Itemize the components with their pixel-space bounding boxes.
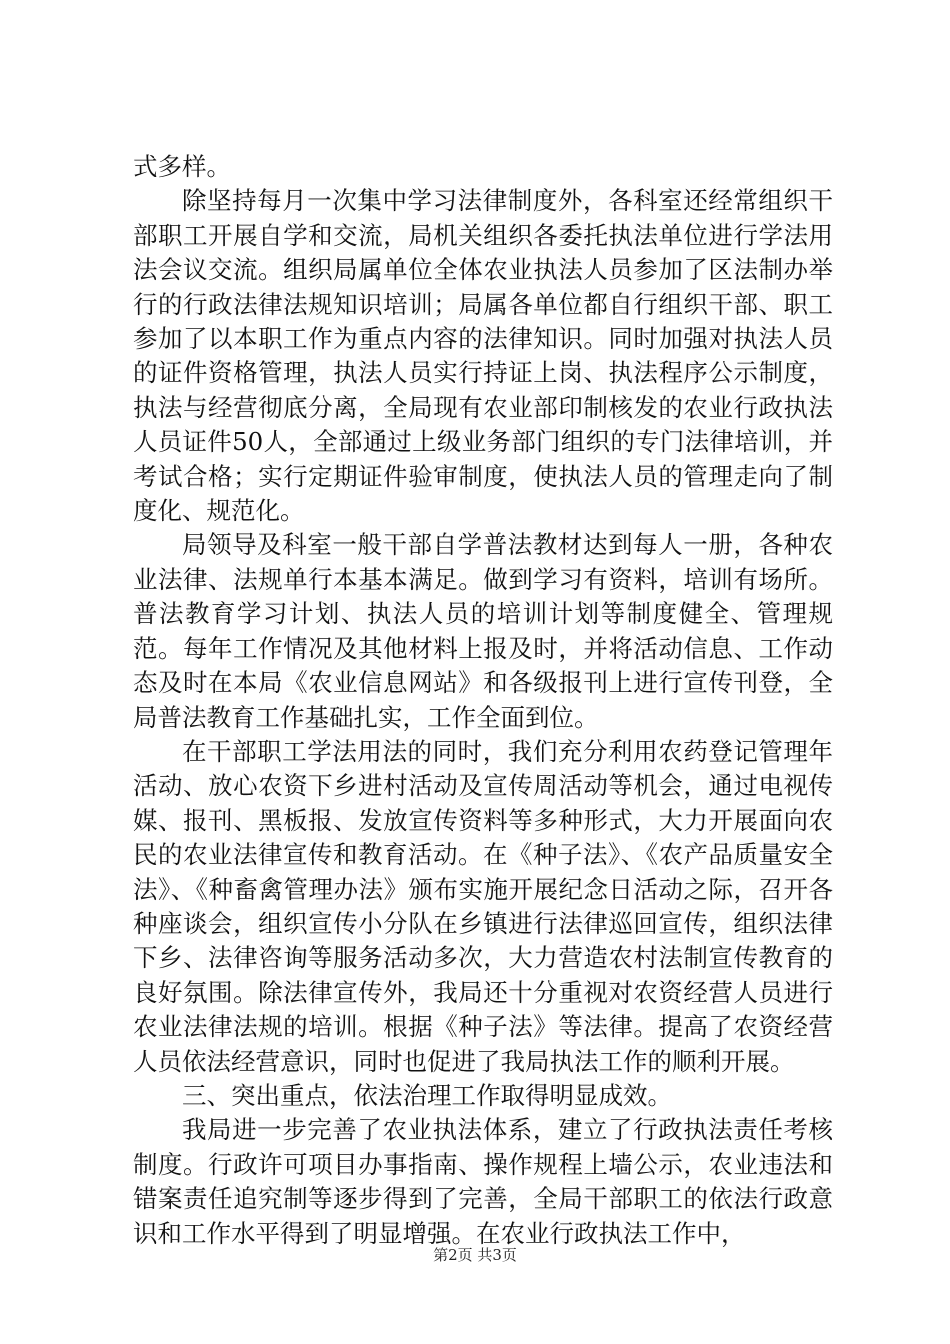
paragraph-publicity: 在干部职工学法用法的同时，我们充分利用农药登记管理年活动、放心农资下乡进村活动及宣传周活动等机会，通过电视传媒、报刊、黑板报、发放宣传资料等多种形式，大力开展面向农民的农业法律宣传和教育活动。在《种子法》、《农产品质量安全法》、《种畜禽管理办法》颁布实施开展纪念日活动之际，召开各种座谈会，组织宣传小分队在乡镇进行法律巡回宣传，组织法律下乡、法律咨询等服务活动多次，大力营造农村法制宣传教育的良好氛围。除法律宣传外，我局还十分重视对农资经营人员进行农业法律法规的培训。根据《种子法》等法律。提高了农资经营人员依法经营意识，同时也促进了我局执法工作的顺利开展。 (133, 736, 833, 1076)
section-heading-three: 三、突出重点，依法治理工作取得明显成效。 (182, 1080, 672, 1110)
page-number-footer: 第2页 共3页 (433, 1246, 517, 1264)
paragraph-enforcement-system: 我局进一步完善了农业执法体系，建立了行政执法责任考核制度。行政许可项目办事指南、操作规程上墙公示，农业违法和错案责任追究制等逐步得到了完善，全局干部职工的依法行政意识和工作水平得到了明显增强。在农业行政执法工作中， (133, 1115, 833, 1248)
paragraph-study-training: 除坚持每月一次集中学习法律制度外，各科室还经常组织干部职工开展自学和交流，局机关组织各委托执法单位进行学法用法会议交流。组织局属单位全体农业执法人员参加了区法制办举行的行政法律法规知识培训；局属各单位都自行组织干部、职工参加了以本职工作为重点内容的法律知识。同时加强对执法人员的证件资格管理，执法人员实行持证上岗、执法程序公示制度，执法与经营彻底分离，全局现有农业部印制核发的农业行政执法人员证件50人，全部通过上级业务部门组织的专门法律培训，并考试合格；实行定期证件验审制度，使执法人员的管理走向了制度化、规范化。 (133, 186, 833, 526)
document-body (133, 150, 833, 1251)
paragraph-continuation: 式多样。 (133, 152, 231, 181)
paragraph-materials: 局领导及科室一般干部自学普法教材达到每人一册，各种农业法律、法规单行本基本满足。做到学习有资料，培训有场所。普法教育学习计划、执法人员的培训计划等制度健全、管理规范。每年工作情况及其他材料上报及时，并将活动信息、工作动态及时在本局《农业信息网站》和各级报刊上进行宣传刊登，全局普法教育工作基础扎实，工作全面到位。 (133, 530, 833, 732)
